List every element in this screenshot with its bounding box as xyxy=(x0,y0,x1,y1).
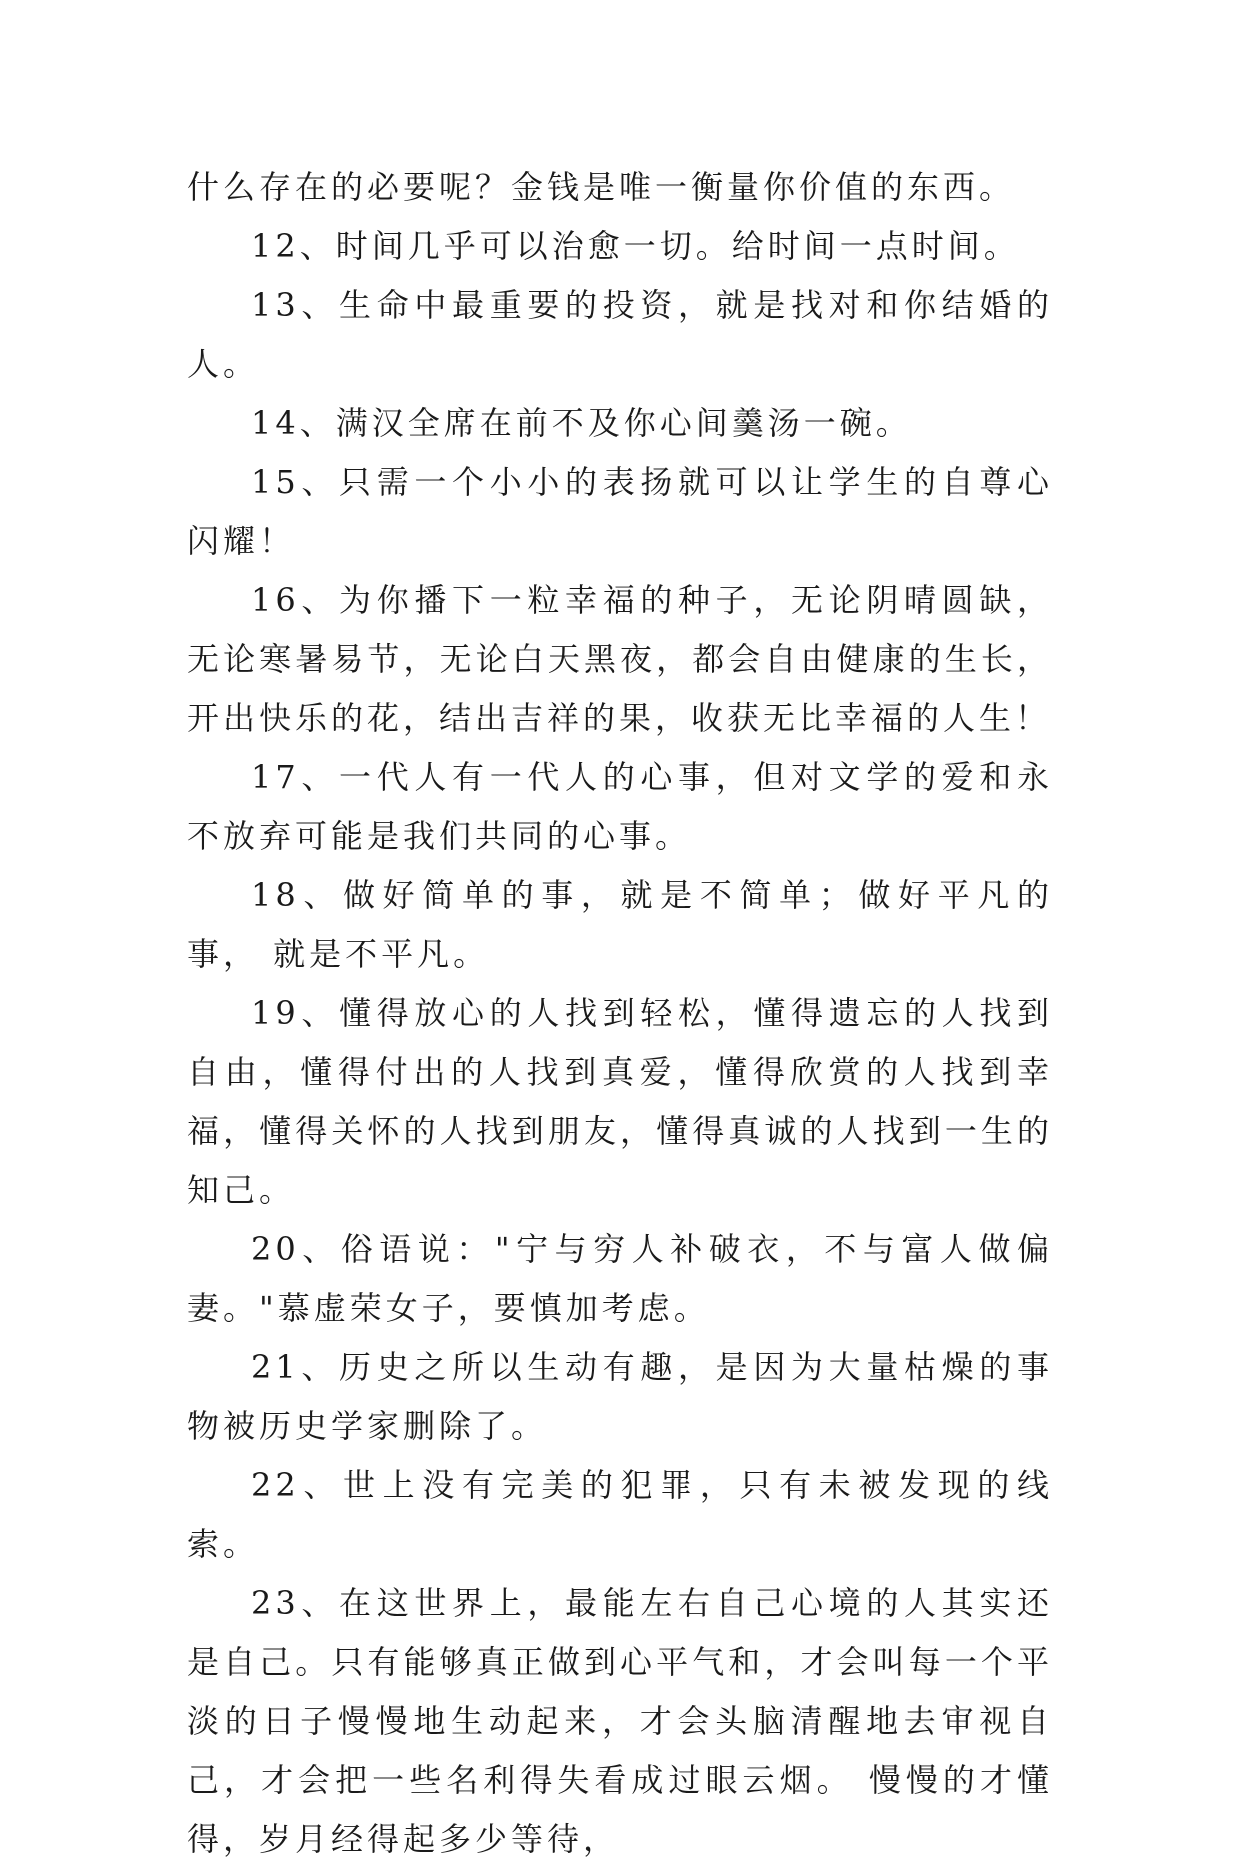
paragraph-item-18: 18、做好简单的事，就是不简单；做好平凡的事， 就是不平凡。 xyxy=(187,876,1053,973)
paragraph-item-16: 16、为你播下一粒幸福的种子，无论阴晴圆缺，无论寒暑易节，无论白天黑夜，都会自由健康的生长，开出快乐的花，结出吉祥的果，收获无比幸福的人生！ xyxy=(187,581,1053,737)
paragraph-item-19: 19、懂得放心的人找到轻松，懂得遗忘的人找到自由，懂得付出的人找到真爱，懂得欣赏的人找到幸福，懂得关怀的人找到朋友，懂得真诚的人找到一生的知己。 xyxy=(187,994,1053,1209)
paragraph-item-20: 20、俗语说："宁与穷人补破衣，不与富人做偏妻。"慕虚荣女子，要慎加考虑。 xyxy=(187,1230,1053,1327)
paragraph-item-23: 23、在这世界上，最能左右自己心境的人其实还是自己。只有能够真正做到心平气和，才会叫每一个平淡的日子慢慢地生动起来，才会头脑清醒地去审视自己，才会把一些名利得失看成过眼云烟。 慢慢的才懂得，岁月经得起多少等待， xyxy=(187,1584,1053,1858)
paragraph-continuation: 什么存在的必要呢？金钱是唯一衡量你价值的东西。 xyxy=(187,168,1016,206)
paragraph-item-13: 13、生命中最重要的投资，就是找对和你结婚的人。 xyxy=(187,286,1053,383)
paragraph-item-21: 21、历史之所以生动有趣，是因为大量枯燥的事物被历史学家删除了。 xyxy=(187,1348,1053,1445)
paragraph-item-14: 14、满汉全席在前不及你心间羹汤一碗。 xyxy=(251,404,912,442)
paragraph-item-22: 22、世上没有完美的犯罪，只有未被发现的线索。 xyxy=(187,1466,1053,1563)
paragraph-item-15: 15、只需一个小小的表扬就可以让学生的自尊心闪耀！ xyxy=(187,463,1053,560)
document-body xyxy=(187,158,1053,1869)
paragraph-item-12: 12、时间几乎可以治愈一切。给时间一点时间。 xyxy=(251,227,1020,265)
paragraph-item-17: 17、一代人有一代人的心事，但对文学的爱和永不放弃可能是我们共同的心事。 xyxy=(187,758,1053,855)
